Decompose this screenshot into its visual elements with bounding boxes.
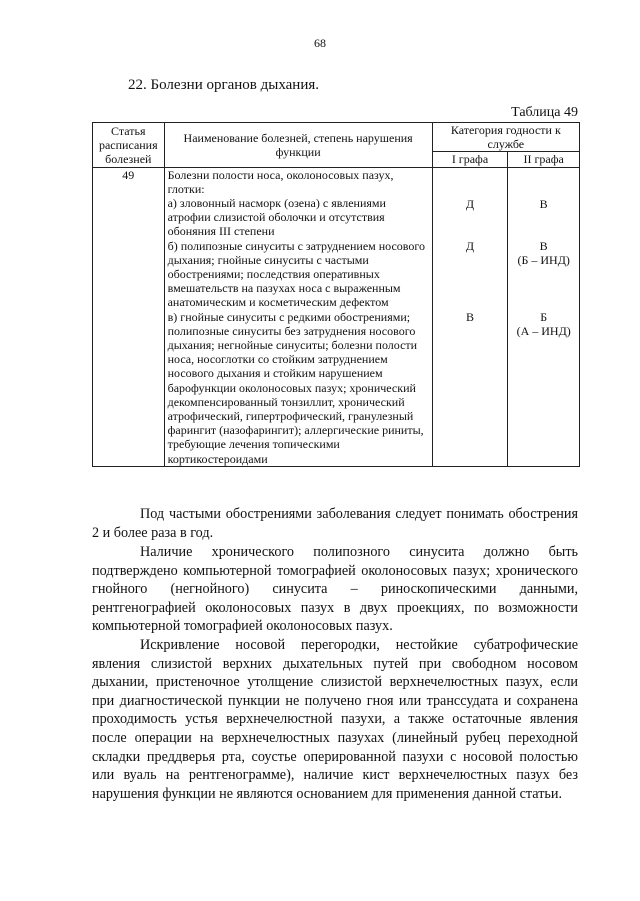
disease-intro: Болезни полости носа, околоносовых пазух, глотки: xyxy=(167,167,394,196)
graph1-item-b: Д xyxy=(465,238,475,253)
header-category: Категория годности к службе xyxy=(432,123,579,152)
disease-description xyxy=(164,167,432,466)
header-graph2: II графа xyxy=(508,152,580,167)
article-number: 49 xyxy=(93,167,165,466)
graph2-item-b: В xyxy=(539,238,548,253)
disease-item-a: а) зловонный насморк (озена) с явлениями атрофии слизистой оболочки и отсутствия обоняния III степени xyxy=(167,196,386,239)
section-title: 22. Болезни органов дыхания. xyxy=(128,77,320,93)
graph2-cell xyxy=(508,167,580,466)
header-graph1: I графа xyxy=(432,152,508,167)
diseases-table xyxy=(92,122,580,467)
paragraph-2: Наличие хронического полипозного синусита должно быть подтверждено компьютерной томографией околоносовых пазух; хронического гнойного (негнойного) синусита – риноскопическими данными, рентгенографией околоносовых пазух в двух проекциях, по возможности компьютерной томографией околоносовых пазух. xyxy=(92,544,578,635)
graph2-item-c-alt: (А – ИНД) xyxy=(516,323,571,338)
table-row xyxy=(93,167,580,466)
graph2-item-c: Б xyxy=(540,309,548,324)
graph1-cell xyxy=(432,167,508,466)
disease-item-b: б) полипозные синуситы с затруднением носового дыхания; гнойные синуситы с частыми обострениями; последствия оперативных вмешательств на пазухах носа с выраженным анатомическим и косметическим дефектом xyxy=(167,238,426,310)
header-article: Статья расписания болезней xyxy=(93,123,165,168)
table-label: Таблица 49 xyxy=(511,105,578,120)
graph2-item-b-alt: (Б – ИНД) xyxy=(517,252,570,267)
page-number: 68 xyxy=(314,36,326,50)
disease-item-c: в) гнойные синуситы с редкими обострениями; полипозные синуситы без затруднения носового дыхания; негнойные синуситы; болезни полости носа, носоглотки со стойким затруднением носового дыхания и стойким нарушением барофункции околоносовых пазух; хронический декомпенсированный тонзиллит, хронический атрофический, гипертрофический, гранулезный фарингит (назофарингит); аллергические риниты, требующие лечения топическими кортикостероидами xyxy=(167,309,424,466)
header-name: Наименование болезней, степень нарушения функции xyxy=(164,123,432,168)
graph2-item-a: В xyxy=(539,196,548,211)
graph1-item-c: В xyxy=(465,309,474,324)
paragraph-3: Искривление носовой перегородки, нестойкие субатрофические явления слизистой верхних дыхательных путей при свободном носовом дыхании, пристеночное утолщение слизистой верхнечелюстных пазух, если при диагностической пункции не получено гноя или транссудата и сохранена проходимость устья верхнечелюстной пазухи, а также остаточные явления после операции на верхнечелюстных пазухах (линейный рубец переходной складки преддверья рта, соустье оперированной пазухи с носовой полостью или вуаль на рентгенограмме), наличие кист верхнечелюстных пазух без нарушения функции не являются основанием для применения данной статьи. xyxy=(92,637,578,802)
graph1-item-a: Д xyxy=(465,196,475,211)
paragraph-1: Под частыми обострениями заболевания следует понимать обострения 2 и более раза в год. xyxy=(92,506,578,541)
